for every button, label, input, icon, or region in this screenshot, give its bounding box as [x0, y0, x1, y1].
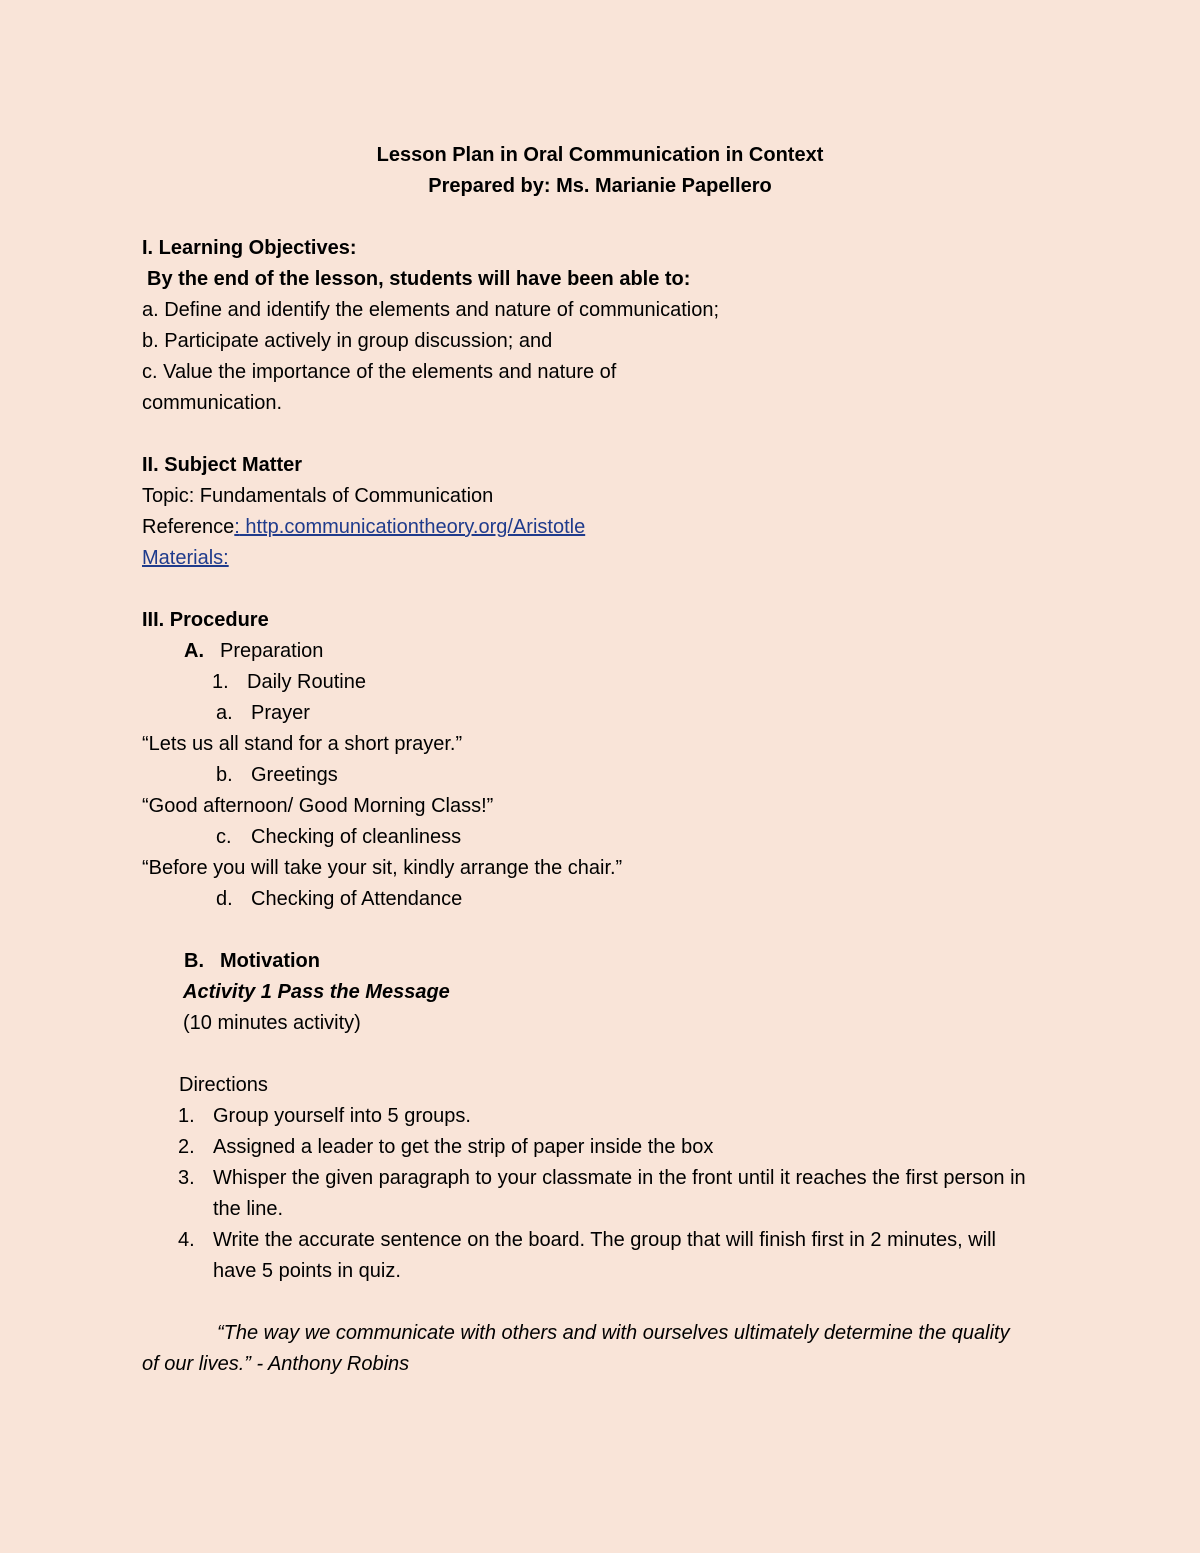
- motivation-heading: [142, 946, 1062, 977]
- preparation-marker: A.: [184, 640, 204, 662]
- direction-number: 1.: [178, 1105, 195, 1127]
- direction-text: Group yourself into 5 groups.: [213, 1105, 471, 1127]
- step-label: Greetings: [251, 764, 338, 786]
- daily-routine: [142, 667, 1062, 698]
- step-quote: “Lets us all stand for a short prayer.”: [142, 733, 463, 755]
- motivation-label: Motivation: [220, 950, 320, 972]
- step-label: Checking of Attendance: [251, 888, 463, 910]
- preparation-heading: [142, 636, 1062, 667]
- objective-item: b. Participate actively in group discussion; and: [142, 330, 553, 352]
- materials-link[interactable]: Materials:: [142, 547, 229, 569]
- routine-step: [142, 822, 1062, 853]
- subject-topic: Topic: Fundamentals of Communication: [142, 485, 494, 507]
- step-marker: a.: [216, 702, 233, 724]
- direction-text: Write the accurate sentence on the board. The group that will finish first in 2 minutes, will have 5 points in quiz.: [213, 1229, 996, 1282]
- direction-number: 4.: [178, 1229, 195, 1251]
- step-label: Prayer: [251, 702, 310, 724]
- step-marker: c.: [216, 826, 232, 848]
- directions-label: Directions: [179, 1074, 268, 1096]
- subject-matter-heading: II. Subject Matter: [142, 454, 303, 476]
- reference-label: Reference: [142, 516, 235, 538]
- activity-duration: (10 minutes activity): [183, 1012, 361, 1034]
- document-page: [142, 140, 1062, 1380]
- procedure-heading: III. Procedure: [142, 609, 269, 631]
- motivation-marker: B.: [184, 950, 204, 972]
- step-marker: b.: [216, 764, 233, 786]
- reference-colon: :: [234, 516, 240, 538]
- direction-item: [142, 1225, 1062, 1287]
- routine-step: [142, 884, 1062, 915]
- objective-item: communication.: [142, 392, 283, 414]
- routine-label: Daily Routine: [247, 671, 366, 693]
- objectives-heading: I. Learning Objectives:: [142, 237, 357, 259]
- subject-reference: [142, 512, 1062, 543]
- direction-item: [142, 1132, 1062, 1163]
- routine-marker: 1.: [212, 671, 229, 693]
- direction-number: 3.: [178, 1167, 195, 1189]
- objectives-intro: By the end of the lesson, students will have been able to:: [147, 268, 691, 290]
- prepared-by: Prepared by: Ms. Marianie Papellero: [428, 175, 772, 197]
- step-label: Checking of cleanliness: [251, 826, 462, 848]
- direction-item: [142, 1101, 1062, 1132]
- routine-step: [142, 760, 1062, 791]
- preparation-label: Preparation: [220, 640, 324, 662]
- document-title: Lesson Plan in Oral Communication in Context: [376, 144, 824, 166]
- objective-item: a. Define and identify the elements and nature of communication;: [142, 299, 720, 321]
- direction-text: Whisper the given paragraph to your classmate in the front until it reaches the first person in the line.: [213, 1167, 1026, 1220]
- closing-quote: “The way we communicate with others and with ourselves ultimately determine the quality of our lives.” - Anthony Robins: [142, 1322, 1010, 1375]
- routine-step: [142, 698, 1062, 729]
- direction-item: [142, 1163, 1062, 1225]
- step-quote: “Before you will take your sit, kindly arrange the chair.”: [142, 857, 623, 879]
- activity-title: Activity 1 Pass the Message: [183, 981, 450, 1003]
- reference-link[interactable]: http.communicationtheory.org/Aristotle: [239, 516, 586, 538]
- direction-text: Assigned a leader to get the strip of paper inside the box: [213, 1136, 714, 1158]
- step-marker: d.: [216, 888, 233, 910]
- direction-number: 2.: [178, 1136, 195, 1158]
- step-quote: “Good afternoon/ Good Morning Class!”: [142, 795, 494, 817]
- objective-item: c. Value the importance of the elements and nature of: [142, 361, 617, 383]
